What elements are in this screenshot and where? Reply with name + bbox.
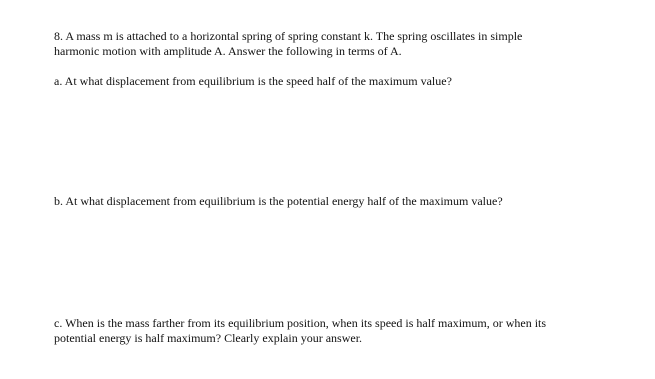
question-part-a-text: a. At what displacement from equilibrium is the speed half of the maximum value? (54, 74, 452, 88)
question-part-b (54, 194, 503, 209)
question-part-c (54, 316, 546, 346)
question-intro (54, 29, 522, 59)
question-intro-line-2: harmonic motion with amplitude A. Answer the following in terms of A. (54, 44, 402, 58)
question-intro-line-1: 8. A mass m is attached to a horizontal spring of spring constant k. The spring oscillates in simple (54, 29, 523, 43)
question-part-a (54, 74, 452, 89)
question-part-c-line-1: c. When is the mass farther from its equilibrium position, when its speed is half maximum, or when its (54, 316, 547, 330)
question-part-b-text: b. At what displacement from equilibrium is the potential energy half of the maximum value? (54, 194, 503, 208)
question-part-c-line-2: potential energy is half maximum? Clearly explain your answer. (54, 331, 363, 345)
